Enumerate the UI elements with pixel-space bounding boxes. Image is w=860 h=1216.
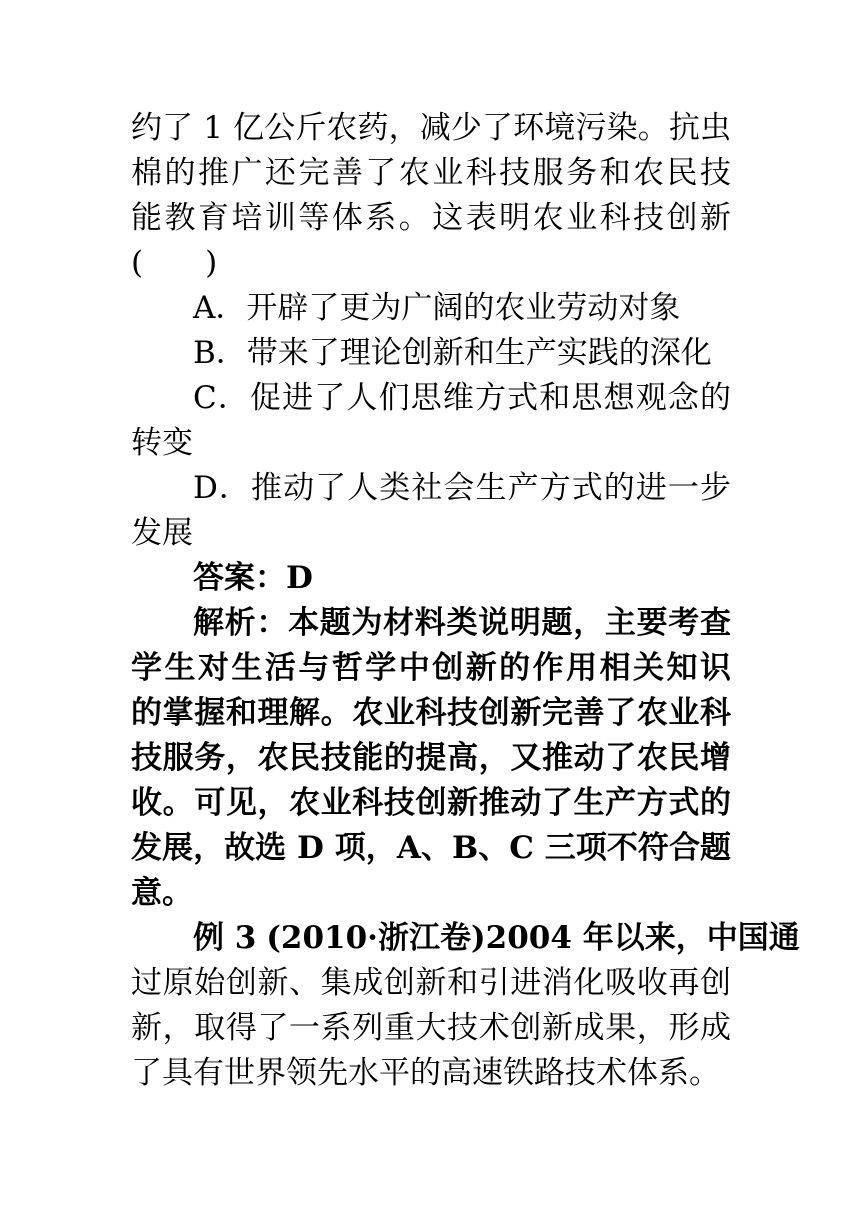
analysis-text-1: 本题为材料类说明题，主要考查 (288, 605, 731, 641)
option-b: B．带来了理论创新和生产实践的深化 (193, 335, 712, 371)
example-3-line-2: 过原始创新、集成创新和引进消化吸收再创 (131, 965, 731, 1001)
option-d-line-1: D．推动了人类社会生产方式的进一步 (193, 470, 731, 506)
example-3-label: 例 3 (193, 920, 257, 956)
example-3-line-1 (131, 916, 800, 961)
answer-value: D (286, 560, 313, 596)
option-c-line-2: 转变 (131, 425, 193, 461)
answer-blank: ( ) (131, 245, 218, 281)
analysis-line-3: 的掌握和理解。农业科技创新完善了农业科 (131, 695, 731, 731)
analysis-label: 解析： (193, 605, 289, 641)
analysis-line-2: 学生对生活与哲学中创新的作用相关知识 (131, 650, 731, 686)
example-3-line-3: 新，取得了一系列重大技术创新成果，形成 (131, 1010, 731, 1046)
analysis-line-4: 技服务，农民技能的提高，又推动了农民增 (131, 740, 731, 776)
option-c-line-1: C．促进了人们思维方式和思想观念的 (193, 380, 731, 416)
question-line-1: 约了 1 亿公斤农药，减少了环境污染。抗虫 (131, 110, 731, 146)
answer-label: 答案： (193, 560, 286, 596)
analysis-line-5: 收。可见，农业科技创新推动了生产方式的 (131, 785, 731, 821)
example-3-source: (2010·浙江卷) (266, 920, 486, 956)
document-page (131, 106, 800, 1096)
analysis-line-7: 意。 (131, 875, 193, 911)
analysis-line-6: 发展，故选 D 项，A、B、C 三项不符合题 (131, 830, 731, 866)
option-d-line-2: 发展 (131, 515, 193, 551)
question-line-3: 能教育培训等体系。这表明农业科技创新 (131, 200, 731, 236)
question-line-2: 棉的推广还完善了农业科技服务和农民技 (131, 155, 731, 191)
example-3-line-4: 了具有世界领先水平的高速铁路技术体系。 (131, 1055, 720, 1091)
answer-line (131, 556, 731, 601)
example-3-text-1: 2004 年以来，中国通 (485, 920, 800, 956)
analysis-line-1 (131, 601, 731, 646)
option-a: A．开辟了更为广阔的农业劳动对象 (193, 290, 681, 326)
